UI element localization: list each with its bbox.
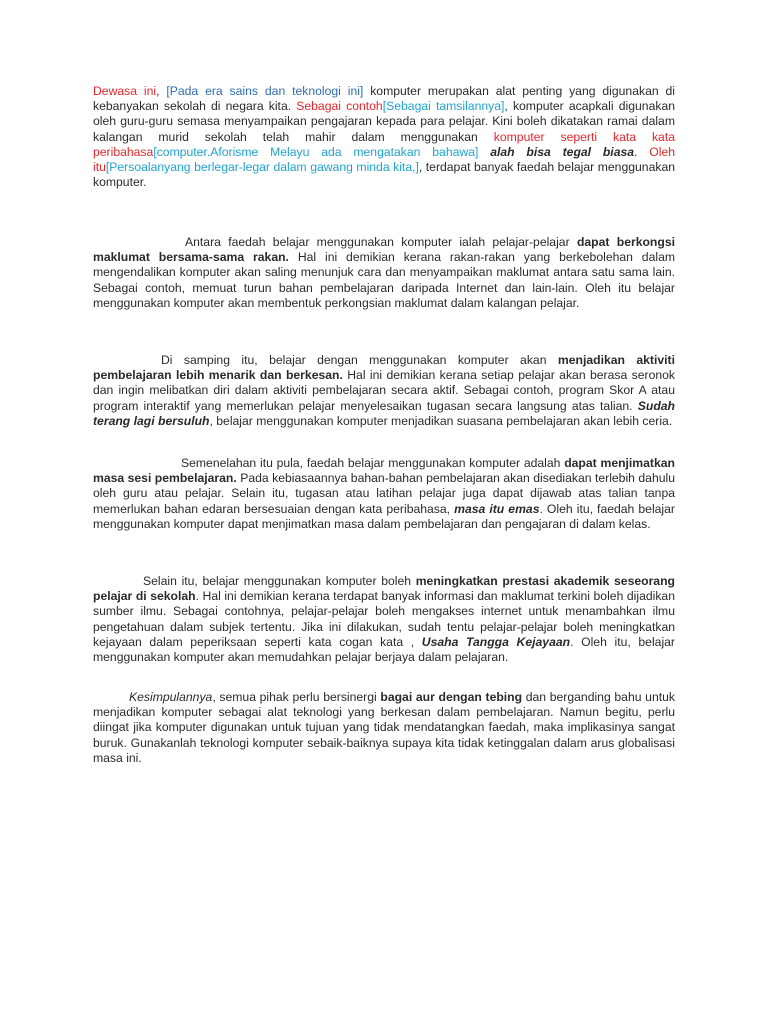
text-run: , belajar menggunakan komputer menjadikan suasana pembelajaran akan lebih ceria.: [209, 413, 673, 428]
struck-phrase: Sebagai contoh: [296, 99, 383, 114]
text-run: Di samping itu, belajar dengan menggunakan komputer akan: [161, 353, 558, 367]
text-run: . Oleh itu, faedah belajar menggunakan komputer dapat menjimatkan masa dalam pembelajaran dan pengajaran di dalam kelas.: [93, 501, 675, 531]
body-paragraph-1: [93, 235, 675, 311]
text-run: Semenelahan itu pula, faedah belajar menggunakan komputer adalah: [181, 456, 565, 470]
text-run: komputer merupakan alat penting yang digunakan di kebanyakan sekolah di negara kita.: [93, 84, 675, 114]
key-point: dapat berkongsi maklumat bersama-sama rakan.: [93, 235, 675, 265]
key-point: meningkatkan prestasi akademik seseorang pelajar di sekolah: [93, 574, 675, 604]
replacement-phrase: [computer.Aforisme Melayu ada mengatakan bahawa]: [153, 144, 479, 159]
text-run: . Oleh itu, belajar menggunakan komputer akan memudahkan pelajar berjaya dalam pelajaran.: [93, 634, 675, 665]
replacement-phrase: [Persoalanyang berlegar-legar dalam gawang minda kita,]: [105, 160, 419, 175]
replacement-phrase: [Pada era sains dan teknologi ini]: [166, 84, 364, 98]
text-run: . Hal ini demikian kerana terdapat banyak informasi dan maklumat terkini boleh dijadikan sumber ilmu. Sebagai contohnya, pelajar-pelajar boleh mengakses internet untuk menambahkan ilmu pengetahuan dalam subjek tertentu. Jika ini dilakukan, sudah tentu pelajar-pelajar boleh meningkatkan kejayaan dalam peperiksaan seperti kata cogan kata ,: [93, 589, 675, 649]
intro-paragraph: [93, 84, 675, 190]
key-point: menjadikan aktiviti pembelajaran lebih menarik dan berkesan.: [93, 353, 675, 383]
struck-phrase: Dewasa ini: [93, 84, 157, 98]
text-run: , komputer acapkali digunakan oleh guru-guru semasa menyampaikan pengajaran kepada para pelajar. Kini boleh dikatakan ramai dalam kalangan murid sekolah telah mahir dalam menggunakan: [93, 99, 675, 144]
text-run: dan berganding bahu untuk menjadikan komputer sebagai alat teknologi yang berkesan dalam pembelajaran. Namun begitu, perlu diingat jika komputer digunakan untuk tujuan yang tidak mendatangkan faedah, maka implikasinya sangat buruk. Gunakanlah teknologi komputer sebaik-baiknya supaya kita tidak ketinggalan dalam arus globalisasi masa ini.: [93, 690, 675, 765]
proverb: Sudah terang lagi bersuluh: [93, 398, 675, 428]
struck-phrase: Oleh itu: [93, 144, 676, 175]
text-run: Antara faedah belajar menggunakan komputer ialah pelajar-pelajar: [185, 235, 577, 249]
key-point: dapat menjimatkan masa sesi pembelajaran.: [93, 456, 675, 486]
body-paragraph-4: [93, 574, 675, 665]
text-run: Pada kebiasaannya bahan-bahan pembelajaran akan disediakan terlebih dahulu oleh guru atau pelajar. Selain itu, tugasan atau latihan pelajar juga dapat dijawab atas talian tanpa memerlukan bahan edaran bersesuaian dengan kata peribahasa,: [93, 471, 675, 516]
text-run: Hal ini demikian kerana rakan-rakan yang berkebolehan dalam mengendalikan komputer akan saling menunjuk cara dan menyampaikan maklumat antara satu sama lain. Sebagai contoh, memuat turun bahan pembelajaran daripada Internet dan lain-lain. Oleh itu belajar menggunakan komputer akan membentuk perkongsian maklumat dalam kalangan pelajar.: [93, 250, 675, 310]
body-paragraph-2: [93, 353, 675, 429]
text-run: Selain itu, belajar menggunakan komputer boleh: [143, 574, 416, 588]
text-run: [478, 145, 490, 159]
text-run: Hal ini demikian kerana setiap pelajar akan berasa seronok dan ingin melibatkan diri dalam aktiviti pembelajaran secara aktif. Sebagai contoh, program Skor A atau program interaktif yang memerlukan pelajar menyelesaikan tugasan secara langsung atas talian.: [93, 368, 675, 413]
proverb: Usaha Tangga Kejayaan: [421, 634, 571, 649]
body-paragraph-3: [93, 456, 675, 532]
conclusion-paragraph: [93, 690, 675, 766]
text-run: .: [634, 144, 650, 159]
struck-phrase: komputer seperti kata kata peribahasa: [93, 129, 675, 159]
proverb: bagai aur dengan tebing: [380, 690, 523, 704]
proverb: alah bisa tegal biasa: [490, 144, 635, 159]
text-run: ,: [156, 84, 167, 98]
replacement-phrase: [Sebagai tamsilannya]: [382, 99, 505, 114]
text-run: , terdapat banyak faedah belajar menggunakan komputer.: [93, 160, 675, 190]
conclusion-marker: Kesimpulannya: [129, 690, 213, 704]
text-run: , semua pihak perlu bersinergi: [212, 690, 381, 704]
proverb: masa itu emas: [454, 501, 540, 516]
